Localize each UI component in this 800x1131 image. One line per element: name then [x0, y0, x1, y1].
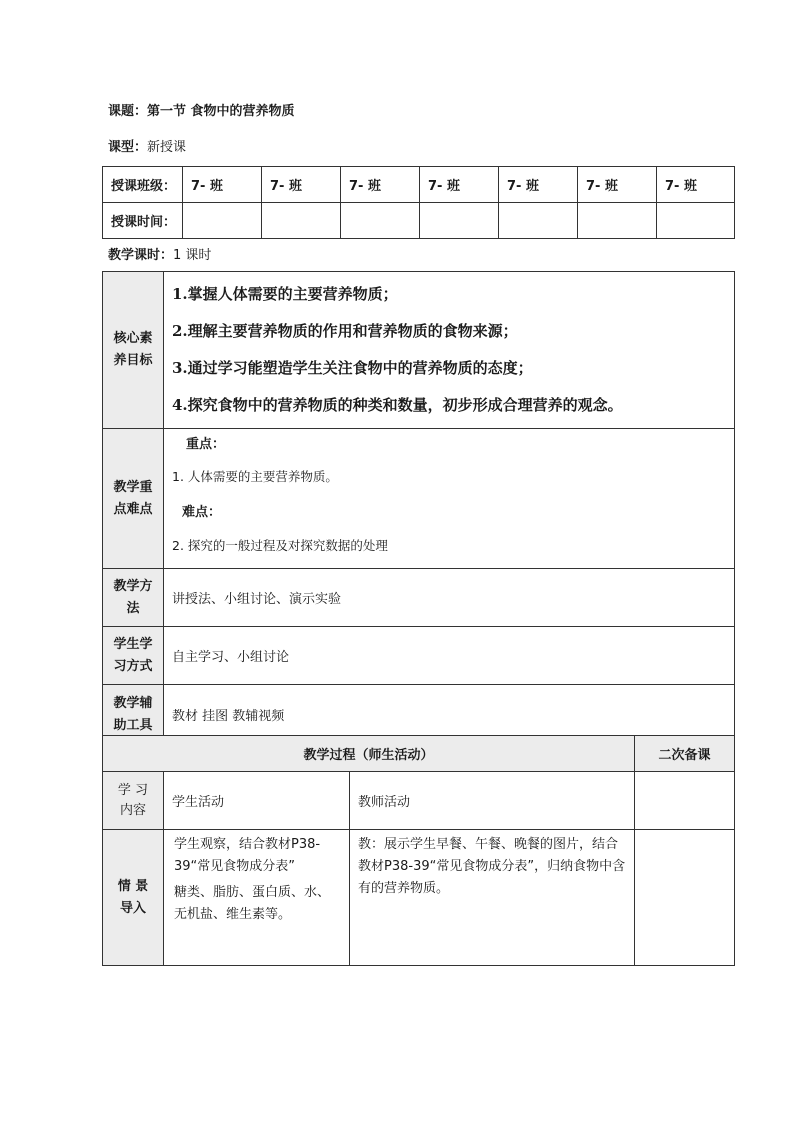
intro-student-text-1: 学生观察，结合教材P38-39“常见食物成分表” — [174, 837, 321, 874]
time-row — [103, 203, 735, 239]
teacher-activity-header: 教师活动 — [350, 772, 635, 830]
time-cell — [262, 203, 341, 239]
goals-row — [103, 272, 735, 429]
second-prep-cell — [635, 830, 735, 966]
class-cell: 7- 班 — [420, 167, 499, 203]
student-activity-header: 学生活动 — [164, 772, 350, 830]
goal-item: 1.掌握人体需要的主要营养物质； — [172, 285, 398, 303]
key-point-title: 重点： — [186, 437, 226, 452]
time-cell — [183, 203, 262, 239]
tools-text: 教材 挂图 教辅视频 — [164, 685, 735, 745]
topic-label: 课题： — [108, 104, 148, 119]
lesson-type-line — [108, 136, 186, 155]
hours-value: 1 课时 — [173, 248, 212, 263]
method-text: 讲授法、小组讨论、演示实验 — [164, 569, 735, 627]
second-prep-cell — [635, 772, 735, 830]
intro-label: 情 景 导入 — [103, 830, 164, 966]
learning-row — [103, 627, 735, 685]
time-cell — [420, 203, 499, 239]
goal-item: 4.探究食物中的营养物质的种类和数量，初步形成合理营养的观念。 — [172, 396, 623, 414]
goals-list — [164, 272, 735, 429]
difficulty-title: 难点： — [182, 505, 222, 520]
learning-label: 学生学 习方式 — [103, 627, 164, 685]
goal-item: 3.通过学习能塑造学生关注食物中的营养物质的态度； — [172, 359, 533, 377]
info-table — [102, 271, 735, 745]
key-point-text: 1. 人体需要的主要营养物质。 — [172, 469, 338, 484]
goal-item: 2.理解主要营养物质的作用和营养物质的食物来源； — [172, 322, 518, 340]
lesson-type-label: 课型： — [108, 140, 148, 155]
class-cell: 7- 班 — [341, 167, 420, 203]
class-cell: 7- 班 — [657, 167, 735, 203]
intro-student-activity — [164, 830, 350, 966]
tools-label: 教学辅 助工具 — [103, 685, 164, 745]
intro-teacher-activity: 教：展示学生早餐、午餐、晚餐的图片，结合教材P38-39“常见食物成分表”，归纳食物中含有的营养物质。 — [350, 830, 635, 966]
learning-text: 自主学习、小组讨论 — [164, 627, 735, 685]
time-cell — [578, 203, 657, 239]
content-label: 学 习 内容 — [103, 772, 164, 830]
lesson-type-value: 新授课 — [147, 140, 187, 155]
difficulty-text: 2. 探究的一般过程及对探究数据的处理 — [172, 538, 388, 553]
time-cell — [499, 203, 578, 239]
class-cell: 7- 班 — [499, 167, 578, 203]
topic-line — [108, 100, 295, 119]
process-header-row — [103, 736, 735, 772]
second-prep-header: 二次备课 — [635, 736, 735, 772]
key-points-row — [103, 429, 735, 569]
column-header-row — [103, 772, 735, 830]
key-points-content — [164, 429, 735, 569]
time-cell — [341, 203, 420, 239]
process-title: 教学过程（师生活动） — [103, 736, 635, 772]
method-row — [103, 569, 735, 627]
topic-value: 第一节 食物中的营养物质 — [147, 104, 295, 119]
intro-student-text-2: 糖类、脂肪、蛋白质、水、无机盐、维生素等。 — [174, 885, 331, 922]
intro-row — [103, 830, 735, 966]
time-label: 授课时间： — [103, 203, 183, 239]
class-row — [103, 167, 735, 203]
schedule-table — [102, 166, 735, 239]
hours-label: 教学课时： — [108, 248, 174, 263]
process-table — [102, 735, 735, 966]
hours-line — [108, 244, 211, 263]
time-cell — [657, 203, 735, 239]
method-label: 教学方 法 — [103, 569, 164, 627]
class-cell: 7- 班 — [262, 167, 341, 203]
class-label: 授课班级： — [103, 167, 183, 203]
key-points-label: 教学重 点难点 — [103, 429, 164, 569]
goals-label: 核心素 养目标 — [103, 272, 164, 429]
class-cell: 7- 班 — [183, 167, 262, 203]
class-cell: 7- 班 — [578, 167, 657, 203]
